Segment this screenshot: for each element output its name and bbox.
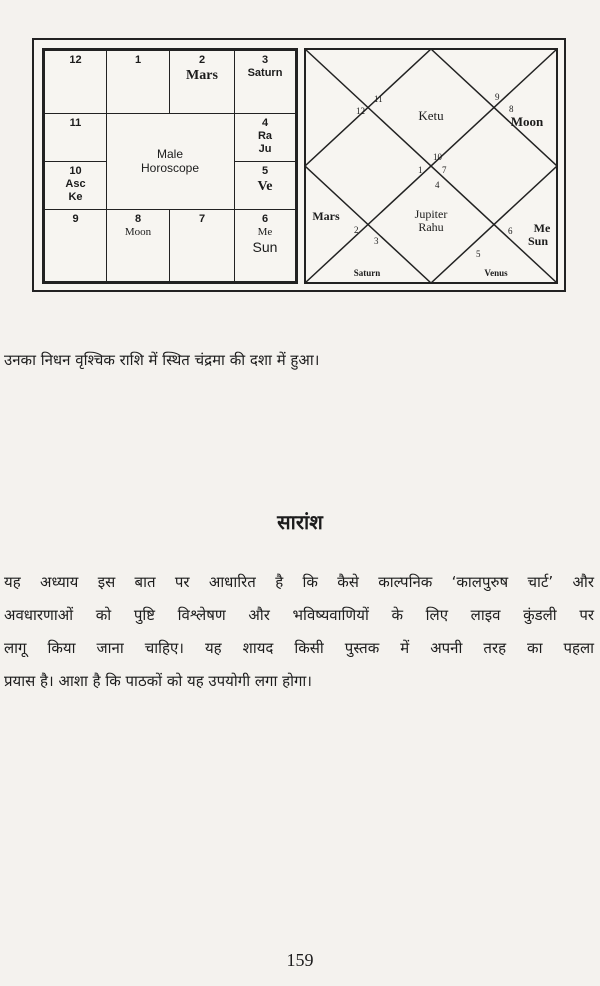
house-number: 6	[261, 213, 269, 225]
section-heading: सारांश	[277, 510, 323, 534]
paragraph-line: प्रयास है। आशा है कि पाठकों को यह उपयोगी लगा होगा।	[4, 672, 312, 690]
house-cell	[234, 50, 296, 114]
sign-number: 4	[435, 180, 440, 190]
horoscope-figure	[32, 38, 566, 292]
house-number: 2	[198, 54, 206, 66]
house-number: 8	[134, 213, 142, 225]
house-cell	[106, 50, 170, 114]
north-indian-chart	[304, 48, 558, 284]
sign-number: 7	[442, 165, 447, 175]
house-number: 12	[69, 54, 82, 66]
paragraph-line: लागू किया जाना चाहिए। यह शायद किसी पुस्तक में अपनी तरह का पहला	[4, 639, 594, 657]
planet-label: Saturn	[247, 67, 283, 79]
house-cell	[44, 50, 107, 114]
sign-number: 2	[354, 225, 359, 235]
sign-number: 5	[476, 249, 481, 259]
planet-label: Ketu	[418, 108, 444, 123]
center-label-line: Horoscope	[140, 161, 200, 175]
house-number: 4	[261, 117, 269, 129]
chart-center-label	[106, 113, 234, 209]
sign-number: 8	[509, 104, 514, 114]
planet-label: Mars	[186, 68, 218, 83]
planet-label: Sun	[527, 234, 549, 248]
house-number: 3	[261, 54, 269, 66]
planet-label: Rahu	[418, 220, 444, 234]
house-cell	[234, 209, 296, 282]
house-cell	[106, 209, 170, 282]
sign-number: 11	[374, 94, 383, 104]
house-cell	[169, 50, 235, 114]
planet-label: Moon	[510, 114, 544, 129]
house-number: 5	[261, 165, 269, 177]
house-number: 11	[69, 117, 82, 129]
house-cell	[234, 161, 296, 210]
paragraph-line: अवधारणाओं को पुष्टि विश्लेषण और भविष्यवाणियों के लिए लाइव कुंडली पर	[4, 606, 594, 624]
house-cell	[234, 113, 296, 162]
sign-number: 12	[356, 106, 365, 116]
planet-label: Moon	[124, 226, 152, 238]
paragraph-line: यह अध्याय इस बात पर आधारित है कि कैसे काल्पनिक ‘कालपुरुष चार्ट’ और	[4, 573, 594, 591]
planet-label: Asc	[65, 178, 86, 190]
planet-label: Ve	[257, 179, 273, 194]
house-number: 7	[198, 213, 206, 225]
house-cell	[44, 209, 107, 282]
planet-label: Jupiter	[414, 207, 448, 221]
sign-number: 1	[418, 165, 423, 175]
planet-label: Me	[533, 221, 551, 235]
sign-number: 10	[433, 152, 442, 162]
planet-label: Ra	[257, 130, 273, 142]
center-label-line: Male	[156, 147, 183, 161]
planet-label: Ju	[258, 143, 272, 155]
south-indian-chart	[42, 48, 298, 284]
sign-number: 6	[508, 226, 513, 236]
sign-number: 3	[374, 236, 379, 246]
planet-label: Me	[257, 226, 273, 238]
planet-label: Ke	[68, 191, 83, 203]
planet-label: Mars	[312, 209, 340, 223]
house-cell	[44, 161, 107, 210]
house-number: 9	[72, 213, 79, 225]
house-number: 1	[134, 54, 142, 66]
house-cell	[169, 209, 235, 282]
sign-number: 9	[495, 92, 500, 102]
page-number: 159	[286, 950, 314, 970]
body-text-line: उनका निधन वृश्चिक राशि में स्थित चंद्रमा की दशा में हुआ।	[4, 351, 320, 369]
planet-label: Saturn	[353, 268, 381, 278]
house-number: 10	[69, 165, 82, 177]
planet-label: Venus	[484, 268, 508, 278]
house-cell	[44, 113, 107, 162]
planet-label: Sun	[252, 239, 278, 255]
